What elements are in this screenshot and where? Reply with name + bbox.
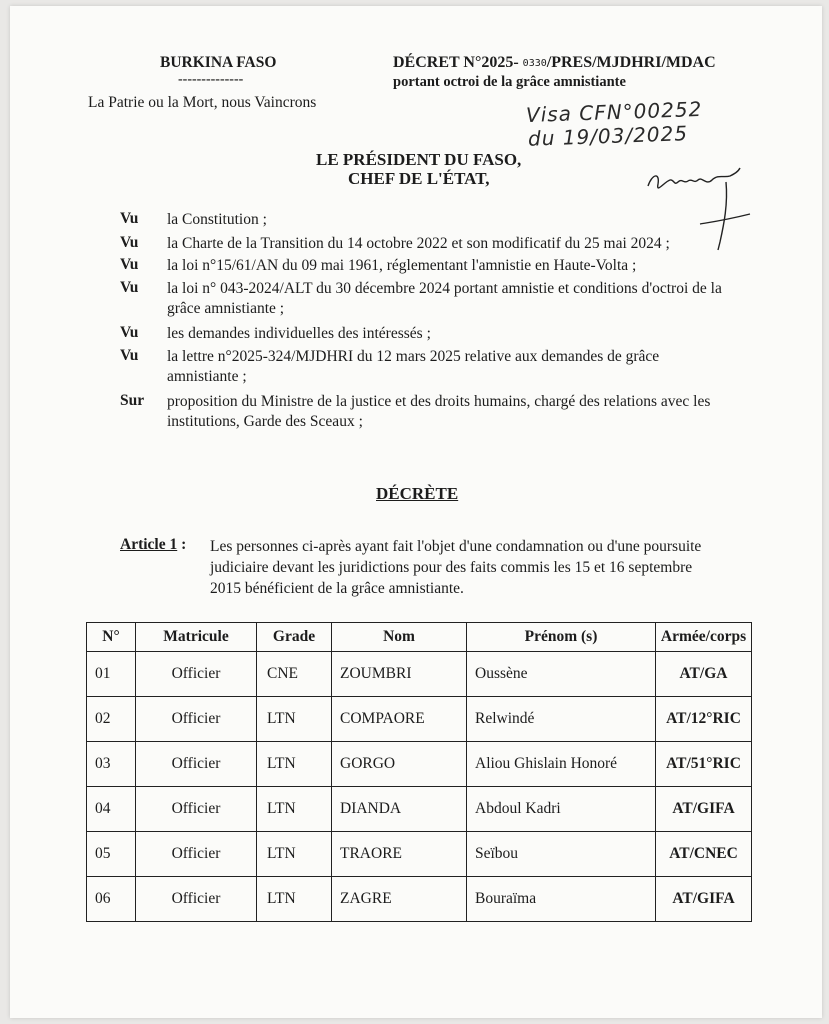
cell-prenom: Relwindé (467, 697, 656, 742)
consideration-label: Vu (120, 234, 139, 251)
document-page (10, 6, 822, 1018)
cell-nom: TRAORE (332, 832, 467, 877)
cell-grade: LTN (257, 697, 332, 742)
consideration-label: Vu (120, 210, 139, 227)
cell-matricule: Officier (136, 742, 257, 787)
cell-grade: LTN (257, 877, 332, 922)
article-1-text: Les personnes ci-après ayant fait l'objet d'une condamnation ou d'une poursuite judiciaire devant les juridictions pour des faits commis les 15 et 16 septembre 2015 bénéficient de la grâce amnistiante. (210, 538, 702, 597)
beneficiaries-table (86, 622, 752, 922)
cell-matricule: Officier (136, 877, 257, 922)
national-motto: La Patrie ou la Mort, nous Vaincrons (88, 94, 317, 111)
cell-number: 05 (87, 832, 136, 877)
decree-subject: portant octroi de la grâce amnistiante (393, 74, 626, 90)
header-divider: -------------- (178, 72, 244, 87)
cell-armee-corps: AT/CNEC (656, 832, 752, 877)
header-prenom: Prénom (s) (467, 623, 656, 652)
cell-matricule: Officier (136, 652, 257, 697)
cell-armee-corps: AT/12°RIC (656, 697, 752, 742)
table-row (87, 742, 752, 787)
cell-nom: ZOUMBRI (332, 652, 467, 697)
decree-number (393, 54, 716, 72)
article-1-colon: : (177, 536, 187, 553)
cell-armee-corps: AT/GIFA (656, 787, 752, 832)
consideration-text: proposition du Ministre de la justice et des droits humains, chargé des relations avec les institutions, Garde des Sceaux ; (167, 393, 711, 430)
consideration-text: la Charte de la Transition du 14 octobre 2022 et son modificatif du 25 mai 2024 ; (167, 235, 670, 252)
cell-grade: LTN (257, 832, 332, 877)
consideration-label: Sur (120, 392, 145, 409)
consideration-label: Vu (120, 347, 139, 364)
cell-armee-corps: AT/GIFA (656, 877, 752, 922)
cell-prenom: Abdoul Kadri (467, 787, 656, 832)
country-name: BURKINA FASO (160, 54, 277, 71)
cell-nom: DIANDA (332, 787, 467, 832)
table-row (87, 652, 752, 697)
table-row (87, 832, 752, 877)
decrete-heading: DÉCRÈTE (376, 484, 459, 503)
cell-prenom: Bouraïma (467, 877, 656, 922)
decree-prefix: DÉCRET N°2025- (393, 54, 519, 71)
consideration-label: Vu (120, 279, 139, 296)
cell-grade: LTN (257, 742, 332, 787)
cell-prenom: Oussène (467, 652, 656, 697)
header-armee-corps: Armée/corps (656, 623, 752, 652)
cell-nom: COMPAORE (332, 697, 467, 742)
cell-number: 03 (87, 742, 136, 787)
article-1-title: Article 1 (120, 536, 178, 553)
consideration-text: la loi n°15/61/AN du 09 mai 1961, réglementant l'amnistie en Haute-Volta ; (167, 257, 637, 274)
decree-suffix: /PRES/MJDHRI/MDAC (546, 54, 716, 71)
article-1-label (120, 536, 186, 554)
table-row (87, 697, 752, 742)
decree-stamp-number: 0330 (522, 58, 547, 69)
consideration-label: Vu (120, 256, 139, 273)
header-number: N° (87, 623, 136, 652)
table-row (87, 787, 752, 832)
cell-prenom: Seïbou (467, 832, 656, 877)
cell-armee-corps: AT/51°RIC (656, 742, 752, 787)
consideration-text: la Constitution ; (167, 211, 267, 228)
handwritten-visa: Visa CFN°00252 (525, 96, 703, 128)
consideration-text: les demandes individuelles des intéressés ; (167, 325, 431, 342)
handwritten-visa-date: du 19/03/2025 (527, 121, 689, 151)
table-header-row (87, 623, 752, 652)
header-nom: Nom (332, 623, 467, 652)
cell-number: 01 (87, 652, 136, 697)
cell-nom: GORGO (332, 742, 467, 787)
header-matricule: Matricule (136, 623, 257, 652)
cell-prenom: Aliou Ghislain Honoré (467, 742, 656, 787)
consideration-text: la loi n° 043-2024/ALT du 30 décembre 2024 portant amnistie et conditions d'octroi de la grâce amnistiante ; (167, 280, 722, 317)
cell-matricule: Officier (136, 787, 257, 832)
cell-armee-corps: AT/GA (656, 652, 752, 697)
cell-grade: LTN (257, 787, 332, 832)
header-grade: Grade (257, 623, 332, 652)
consideration-text: la lettre n°2025-324/MJDHRI du 12 mars 2025 relative aux demandes de grâce amnistiante ; (167, 348, 660, 385)
cell-number: 04 (87, 787, 136, 832)
cell-nom: ZAGRE (332, 877, 467, 922)
cell-number: 06 (87, 877, 136, 922)
cell-matricule: Officier (136, 697, 257, 742)
consideration-label: Vu (120, 324, 139, 341)
head-of-state-title: CHEF DE L'ÉTAT, (348, 169, 490, 188)
president-title: LE PRÉSIDENT DU FASO, (316, 150, 522, 169)
cell-matricule: Officier (136, 832, 257, 877)
table-row (87, 877, 752, 922)
cell-number: 02 (87, 697, 136, 742)
cell-grade: CNE (257, 652, 332, 697)
